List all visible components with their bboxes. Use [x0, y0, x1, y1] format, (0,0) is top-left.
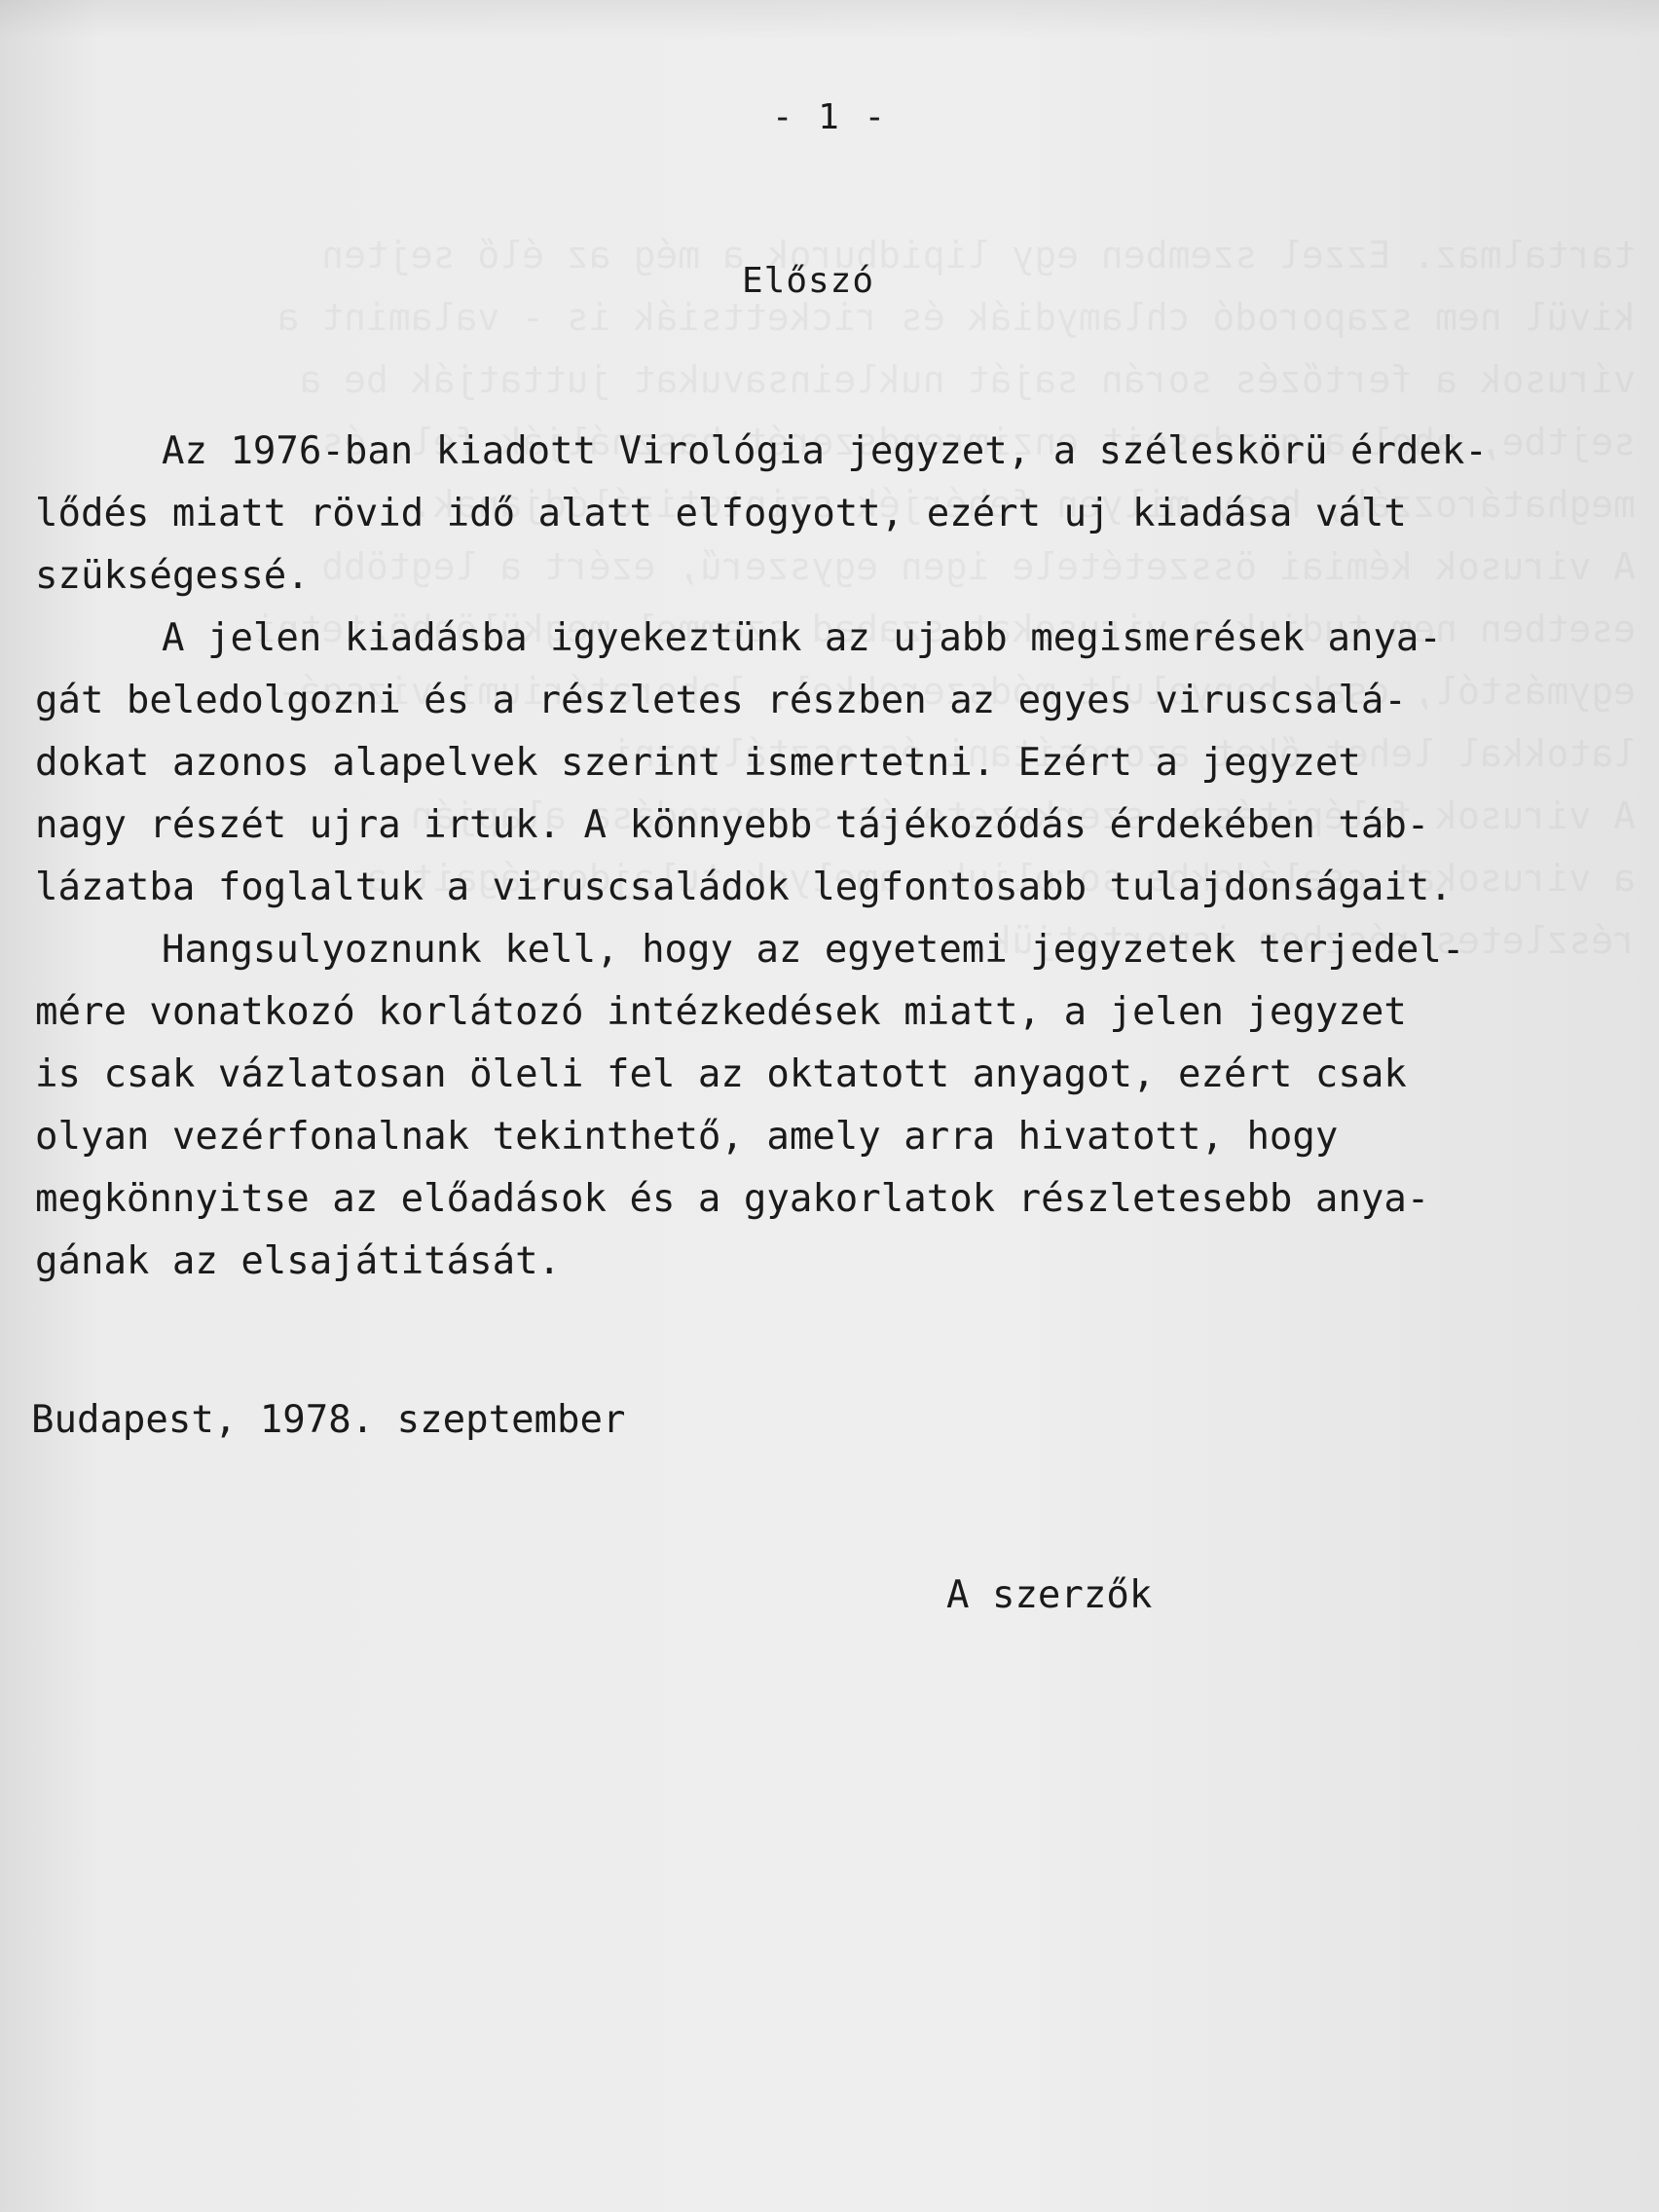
text-line: Az 1976-ban kiadott Virológia jegyzet, a széleskörü érdek-	[162, 429, 1488, 473]
page-shadow	[0, 0, 1659, 39]
signature: A szerzők	[946, 1573, 1153, 1617]
text-line: szükségessé.	[35, 554, 310, 598]
page-title: Előszó	[741, 261, 875, 301]
text-line: mére vonatkozó korlátozó intézkedések miatt, a jelen jegyzet	[35, 990, 1407, 1034]
text-line: lődés miatt rövid idő alatt elfogyott, ezért uj kiadása vált	[35, 492, 1407, 535]
text-line: gának az elsajátitását.	[35, 1239, 562, 1283]
text-line: gát beledolgozni és a részletes részben az egyes viruscsalá-	[35, 679, 1407, 722]
paragraph-3	[35, 919, 1632, 1293]
text-line: olyan vezérfonalnak tekinthető, amely arra hivatott, hogy	[35, 1115, 1339, 1159]
preface-body	[35, 421, 1632, 1293]
text-line: nagy részét ujra irtuk. A könnyebb tájékozódás érdekében táb-	[35, 803, 1430, 847]
text-line: is csak vázlatosan öleli fel az oktatott anyagot, ezért csak	[35, 1052, 1407, 1096]
text-line: Hangsulyoznunk kell, hogy az egyetemi jegyzetek terjedel-	[162, 928, 1465, 972]
text-line: A jelen kiadásba igyekeztünk az ujabb megismerések anya-	[162, 616, 1442, 660]
page-number: - 1 -	[771, 97, 888, 137]
text-line: lázatba foglaltuk a viruscsaládok legfontosabb tulajdonságait.	[35, 866, 1453, 909]
paragraph-2	[35, 608, 1632, 919]
place-date: Budapest, 1978. szeptember	[31, 1398, 626, 1442]
text-line: dokat azonos alapelvek szerint ismertetni. Ezért a jegyzet	[35, 741, 1361, 785]
paragraph-1	[35, 421, 1632, 608]
text-line: megkönnyitse az előadások és a gyakorlatok részletesebb anya-	[35, 1177, 1430, 1221]
